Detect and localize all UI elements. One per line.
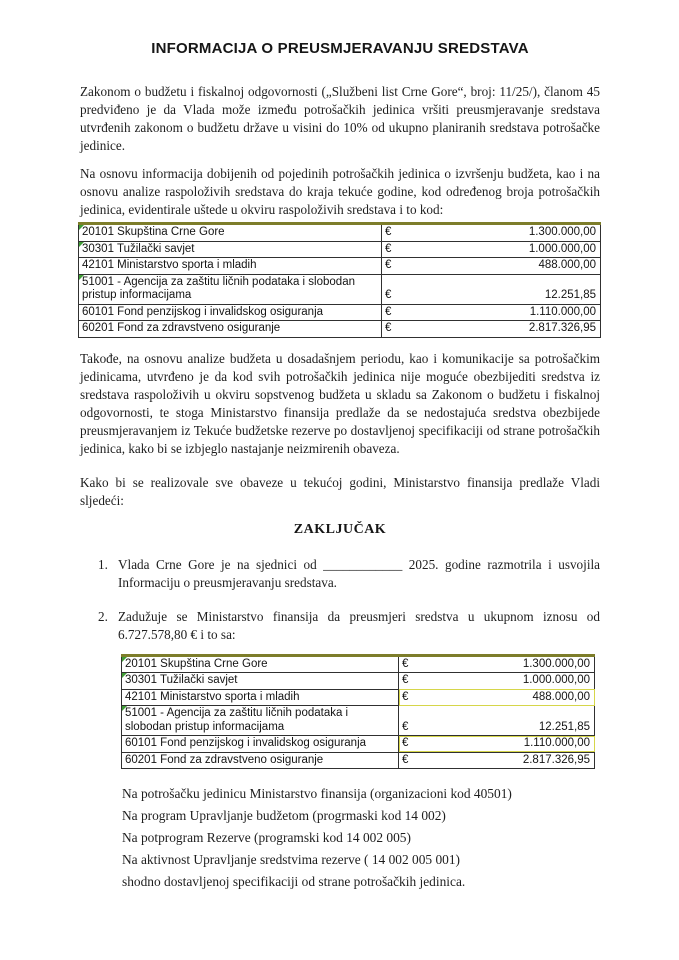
- amount-cell: [382, 304, 601, 321]
- currency-symbol: €: [385, 226, 392, 238]
- budget-unit-cell: 60101 Fond penzijskog i invalidskog osiguranja: [79, 304, 382, 321]
- savings-paragraph: Na osnovu informacija dobijenih od pojedinih potrošačkih jedinica o izvršenju budžeta, kao i na osnovu analize raspoloživih sredstava do kraja tekuće godine, kod određenog broja potrošačkih jedinica, evidentirale uštede u okviru raspoloživih sredstava i to kod:: [80, 166, 600, 217]
- proposal-paragraph: Kako bi se realizovale sve obaveze u tekućoj godini, Ministarstvo finansija predlaže Vladi sljedeći:: [80, 474, 600, 508]
- document-title: INFORMACIJA O PREUSMJERAVANJU SREDSTAVA: [151, 40, 529, 57]
- list-item-text: Vlada Crne Gore je na sjednici od ____________ 2025. godine razmotrila i usvojila Informaciju o preusmjeravanju sredstava.: [118, 556, 600, 590]
- amount-value: 1.110.000,00: [529, 305, 596, 318]
- savings-table: [78, 222, 601, 338]
- table-row: [122, 689, 595, 706]
- currency-symbol: €: [402, 674, 409, 686]
- budget-unit-cell: 30301 Tužilački savjet: [122, 673, 399, 690]
- budget-unit-cell: 60201 Fond za zdravstveno osiguranje: [122, 752, 399, 769]
- amount-value: 12.251,85: [538, 720, 590, 733]
- amount-cell: [399, 655, 595, 673]
- table-row: [79, 321, 601, 338]
- amount-value: 1.000.000,00: [522, 674, 590, 686]
- currency-symbol: €: [385, 289, 392, 301]
- table-row: [79, 304, 601, 321]
- amount-cell: [382, 224, 601, 242]
- reallocation-table: [121, 654, 595, 770]
- allocation-line: Na potprogram Rezerve (programski kod 14 002 005): [122, 830, 411, 845]
- conclusion-heading: ZAKLJUČAK: [293, 521, 387, 537]
- budget-unit-cell: 51001 - Agencija za zaštitu ličnih podataka i slobodan pristup informacijama: [79, 274, 382, 304]
- table-row: [79, 224, 601, 242]
- amount-value: 1.300.000,00: [522, 657, 590, 670]
- amount-cell: [399, 752, 595, 769]
- table-row: [122, 736, 595, 753]
- amount-cell: [382, 321, 601, 338]
- analysis-paragraph: Takođe, na osnovu analize budžeta u dosadašnjem periodu, kao i komunikacije sa potrošačkim jedinicama, utvrđeno je da kod svih potrošačkih jedinica nije moguće obezbijediti sredstva iz sredstava raspoloživih u okviru sopstvenog budžeta u skladu sa Zakonom o budžetu i fiskalnoj odgovornosti, te stoga Ministarstvo finansija predlaže da se nedostajuća sredstva obezbijede preusmjeravanjem iz Tekuće budžetske rezerve po dostavljenoj specifikaciji od strane potrošačkih jedinica, kako bi se izbjeglo nastajanje neizmirenih obaveza.: [80, 350, 600, 456]
- table-row: [79, 274, 601, 304]
- amount-value: 12.251,85: [544, 289, 596, 301]
- budget-unit-cell: 42101 Ministarstvo sporta i mladih: [122, 689, 399, 706]
- list-number: 1.: [98, 556, 108, 572]
- table-row: [79, 258, 601, 275]
- allocation-line: shodno dostavljenoj specifikaciji od strane potrošačkih jedinica.: [122, 874, 466, 889]
- allocation-line: Na aktivnost Upravljanje sredstvima rezerve ( 14 002 005 001): [122, 852, 461, 867]
- amount-cell: [399, 736, 595, 753]
- table-row: [122, 673, 595, 690]
- budget-unit-cell: 20101 Skupština Crne Gore: [122, 655, 399, 673]
- currency-symbol: €: [402, 737, 409, 749]
- currency-symbol: €: [402, 690, 409, 703]
- budget-unit-cell: 42101 Ministarstvo sporta i mladih: [79, 258, 382, 275]
- intro-paragraph: Zakonom o budžetu i fiskalnoj odgovornosti („Službeni list Crne Gore“, broj: 11/25/), članom 45 predviđeno je da Vlada može između potrošačkih jedinica vršiti preusmjeravanje sredstava utvrđenih zakonom o budžetu države u visini do 10% od ukupno planiranih sredstava potrošačke jedinice.: [80, 84, 600, 153]
- table-row: [122, 655, 595, 673]
- budget-unit-cell: 60201 Fond za zdravstveno osiguranje: [79, 321, 382, 338]
- conclusion-item-2: [98, 608, 600, 644]
- allocation-line: Na potrošačku jedinicu Ministarstvo finansija (organizacioni kod 40501): [122, 786, 512, 801]
- amount-value: 2.817.326,95: [522, 753, 590, 766]
- amount-value: 1.000.000,00: [528, 242, 596, 255]
- budget-unit-cell: 20101 Skupština Crne Gore: [79, 224, 382, 242]
- conclusion-item-1: [98, 556, 600, 592]
- amount-value: 2.817.326,95: [528, 322, 596, 334]
- budget-unit-cell: 51001 - Agencija za zaštitu ličnih podataka i slobodan pristup informacijama: [122, 706, 399, 736]
- currency-symbol: €: [385, 259, 392, 271]
- amount-value: 488.000,00: [532, 690, 590, 703]
- currency-symbol: €: [402, 753, 409, 766]
- amount-cell: [382, 241, 601, 258]
- amount-value: 1.110.000,00: [523, 737, 590, 749]
- amount-value: 1.300.000,00: [528, 226, 596, 238]
- currency-symbol: €: [385, 322, 392, 334]
- allocation-line: Na program Upravljanje budžetom (progrmaski kod 14 002): [122, 808, 446, 823]
- list-item-text: Zadužuje se Ministarstvo finansija da preusmjeri sredstva u ukupnom iznosu od 6.727.578,80 € i to sa:: [118, 608, 600, 642]
- budget-unit-cell: 30301 Tužilački savjet: [79, 241, 382, 258]
- amount-cell: [382, 274, 601, 304]
- amount-value: 488.000,00: [538, 259, 596, 271]
- amount-cell: [382, 258, 601, 275]
- table-row: [122, 706, 595, 736]
- currency-symbol: €: [385, 305, 392, 318]
- allocation-details: [122, 783, 600, 893]
- amount-cell: [399, 706, 595, 736]
- list-number: 2.: [98, 608, 108, 624]
- currency-symbol: €: [385, 242, 392, 255]
- table-row: [122, 752, 595, 769]
- budget-unit-cell: 60101 Fond penzijskog i invalidskog osiguranja: [122, 736, 399, 753]
- amount-cell: [399, 689, 595, 706]
- table-row: [79, 241, 601, 258]
- currency-symbol: €: [402, 720, 409, 733]
- amount-cell: [399, 673, 595, 690]
- currency-symbol: €: [402, 657, 409, 670]
